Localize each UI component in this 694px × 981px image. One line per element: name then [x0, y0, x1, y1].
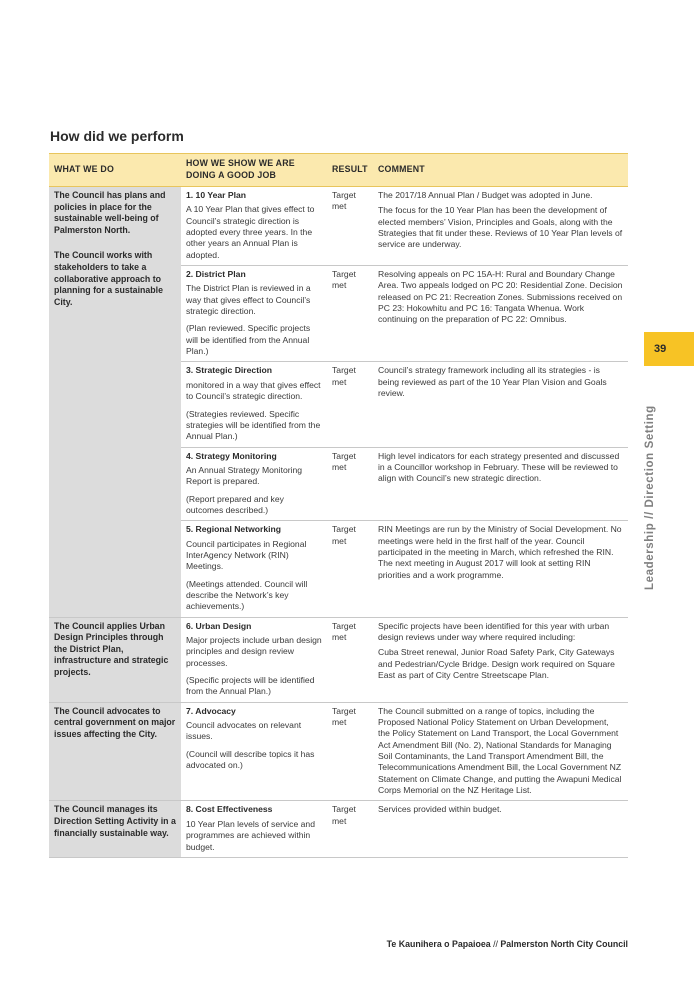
comment-text: RIN Meetings are run by the Ministry of Social Development. No meetings were held in the first half of the year. Council participated in the meeting in March, which refreshed the RIN. The next meeting in August 2017 will look at setting RIN priorities and a work programme.: [378, 524, 622, 580]
what-we-do-text: The Council manages its Direction Setting Activity in a financially sustainable way.: [54, 804, 176, 838]
what-we-do-cell: [49, 702, 181, 801]
comment-cell: [373, 362, 628, 447]
measure-text: (Meetings attended. Council will describe the Network’s key achievements.): [186, 578, 308, 612]
measure-title: 8. Cost Effectiveness: [186, 804, 273, 815]
what-we-do-text: The Council advocates to central government on major issues affecting the City.: [54, 705, 176, 739]
footer: [387, 939, 628, 949]
measure-title: 4. Strategy Monitoring: [186, 450, 277, 461]
measure-title: 2. District Plan: [186, 269, 246, 280]
measure-cell: [181, 266, 327, 362]
comment-cell: [373, 521, 628, 617]
footer-org-english: Palmerston North City Council: [500, 939, 628, 949]
measure-text: Council advocates on relevant issues.: [186, 720, 302, 742]
comment-text: The 2017/18 Annual Plan / Budget was adopted in June.: [378, 190, 593, 200]
measure-text: (Plan reviewed. Specific projects will be identified from the Annual Plan.): [186, 323, 311, 357]
comment-text: Specific projects have been identified for this year with urban design reviews under way where required including:: [378, 620, 610, 642]
measure-text: The District Plan is reviewed in a way that gives effect to Council’s strategic direction.: [186, 283, 311, 317]
measure-cell: [181, 187, 327, 266]
header-comment: COMMENT: [373, 154, 628, 187]
comment-text: The focus for the 10 Year Plan has been the development of elected members’ Vision, Principles and Goals, along with the Strategies that fit under these. Reviews of 10 Year Plan levels of service are underway.: [378, 205, 623, 250]
measure-text: (Specific projects will be identified from the Annual Plan.): [186, 675, 315, 697]
what-we-do-text: The Council has plans and policies in place for the sustainable well-being of Palmerston North.: [54, 190, 166, 235]
table-row: [49, 702, 628, 801]
measure-cell: [181, 447, 327, 521]
comment-cell: [373, 801, 628, 857]
measure-text: Council participates in Regional InterAgency Network (RIN) Meetings.: [186, 538, 307, 572]
measure-text: Major projects include urban design principles and design review processes.: [186, 635, 322, 668]
result-cell: Target met: [327, 521, 373, 617]
page-number: 39: [654, 343, 667, 355]
table-row: [49, 801, 628, 857]
measure-text: (Strategies reviewed. Specific strategies will be identified from the Annual Plan.): [186, 408, 321, 442]
measure-cell: [181, 362, 327, 447]
comment-text: Services provided within budget.: [378, 804, 502, 815]
what-we-do-cell: [49, 617, 181, 702]
what-we-do-cell: [49, 801, 181, 857]
measure-text: (Report prepared and key outcomes described.): [186, 493, 284, 515]
result-cell: Target met: [327, 362, 373, 447]
comment-cell: [373, 702, 628, 801]
measure-title: 6. Urban Design: [186, 620, 252, 631]
section-label: Leadership // Direction Setting: [644, 405, 656, 590]
comment-text: Cuba Street renewal, Junior Road Safety Park, City Gateways and Pedestrian/Cycle Bridge. Design work required on Square East as part of City Centre Streetscape Plan.: [378, 647, 615, 681]
result-cell: Target met: [327, 801, 373, 857]
result-cell: Target met: [327, 702, 373, 801]
result-cell: Target met: [327, 447, 373, 521]
what-we-do-cell: [49, 187, 181, 618]
measure-cell: [181, 702, 327, 801]
comment-cell: [373, 187, 628, 266]
what-we-do-text: The Council works with stakeholders to take a collaborative approach to planning for a sustainable City.: [54, 250, 163, 307]
table-row: [49, 187, 628, 266]
measure-title: 5. Regional Networking: [186, 524, 282, 535]
measure-title: 3. Strategic Direction: [186, 365, 272, 376]
what-we-do-text: The Council applies Urban Design Principles through the District Plan, infrastructure and strategic projects.: [54, 620, 169, 678]
result-cell: Target met: [327, 617, 373, 702]
result-cell: Target met: [327, 187, 373, 266]
measure-cell: [181, 617, 327, 702]
comment-cell: [373, 447, 628, 521]
page-number-tab: [644, 332, 694, 366]
measure-title: 7. Advocacy: [186, 705, 236, 716]
measure-text: 10 Year Plan levels of service and programmes are achieved within budget.: [186, 818, 315, 852]
performance-table: [49, 153, 628, 858]
comment-text: Council’s strategy framework including all its strategies - is being reviewed as part of the 10 Year Plan Vision and Goals review.: [378, 365, 607, 399]
measure-title: 1. 10 Year Plan: [186, 190, 247, 200]
measure-cell: [181, 801, 327, 857]
measure-cell: [181, 521, 327, 617]
measure-text: monitored in a way that gives effect to Council’s strategic direction.: [186, 379, 321, 402]
header-result: RESULT: [327, 154, 373, 187]
comment-text: Resolving appeals on PC 15A-H: Rural and Boundary Change Area. Two appeals lodged on PC 20: Residential Zone. Decision released on PC 21: Recreation Zones. Submissions received on PC 23: Hokowhitu and PC 16: Tangata Whenua. Work continuing on the preparation of PC 22: Omnibus.: [378, 269, 623, 325]
table-row: [49, 617, 628, 702]
measure-text: A 10 Year Plan that gives effect to Council’s strategic direction is adopted every three years. In the other years an Annual Plan is adopted.: [186, 204, 315, 260]
result-cell: Target met: [327, 266, 373, 362]
header-what-we-do: WHAT WE DO: [49, 154, 181, 187]
comment-cell: [373, 617, 628, 702]
section-title: How did we perform: [50, 128, 184, 144]
measure-text: An Annual Strategy Monitoring Report is prepared.: [186, 464, 303, 487]
header-how-we-show: HOW WE SHOW WE ARE DOING A GOOD JOB: [181, 154, 327, 187]
comment-cell: [373, 266, 628, 362]
measure-text: (Council will describe topics it has advocated on.): [186, 748, 315, 771]
comment-text: High level indicators for each strategy presented and discussed in a Councillor workshop in February. These will be reviewed to align with Council’s new strategic direction.: [378, 450, 620, 484]
section-label-vertical: [644, 380, 658, 590]
comment-text: The Council submitted on a range of topics, including the Proposed National Policy Statement on Urban Development, the Policy Statement on Land Transport, the Local Government Act Amendment Bill (No. 2), National Standards for Managing Soil Contaminants, the Land Transport Amendment Bill, the Telecommunications Amendment Bill, the Local Government NZ Statement on Climate Change, and putting the Awapuni Medical Corps Memorial on the NZ Heritage List.: [378, 705, 622, 796]
footer-separator: //: [493, 939, 498, 949]
footer-org-maori: Te Kaunihera o Papaioea: [386, 939, 491, 949]
table-header-row: [49, 154, 628, 187]
